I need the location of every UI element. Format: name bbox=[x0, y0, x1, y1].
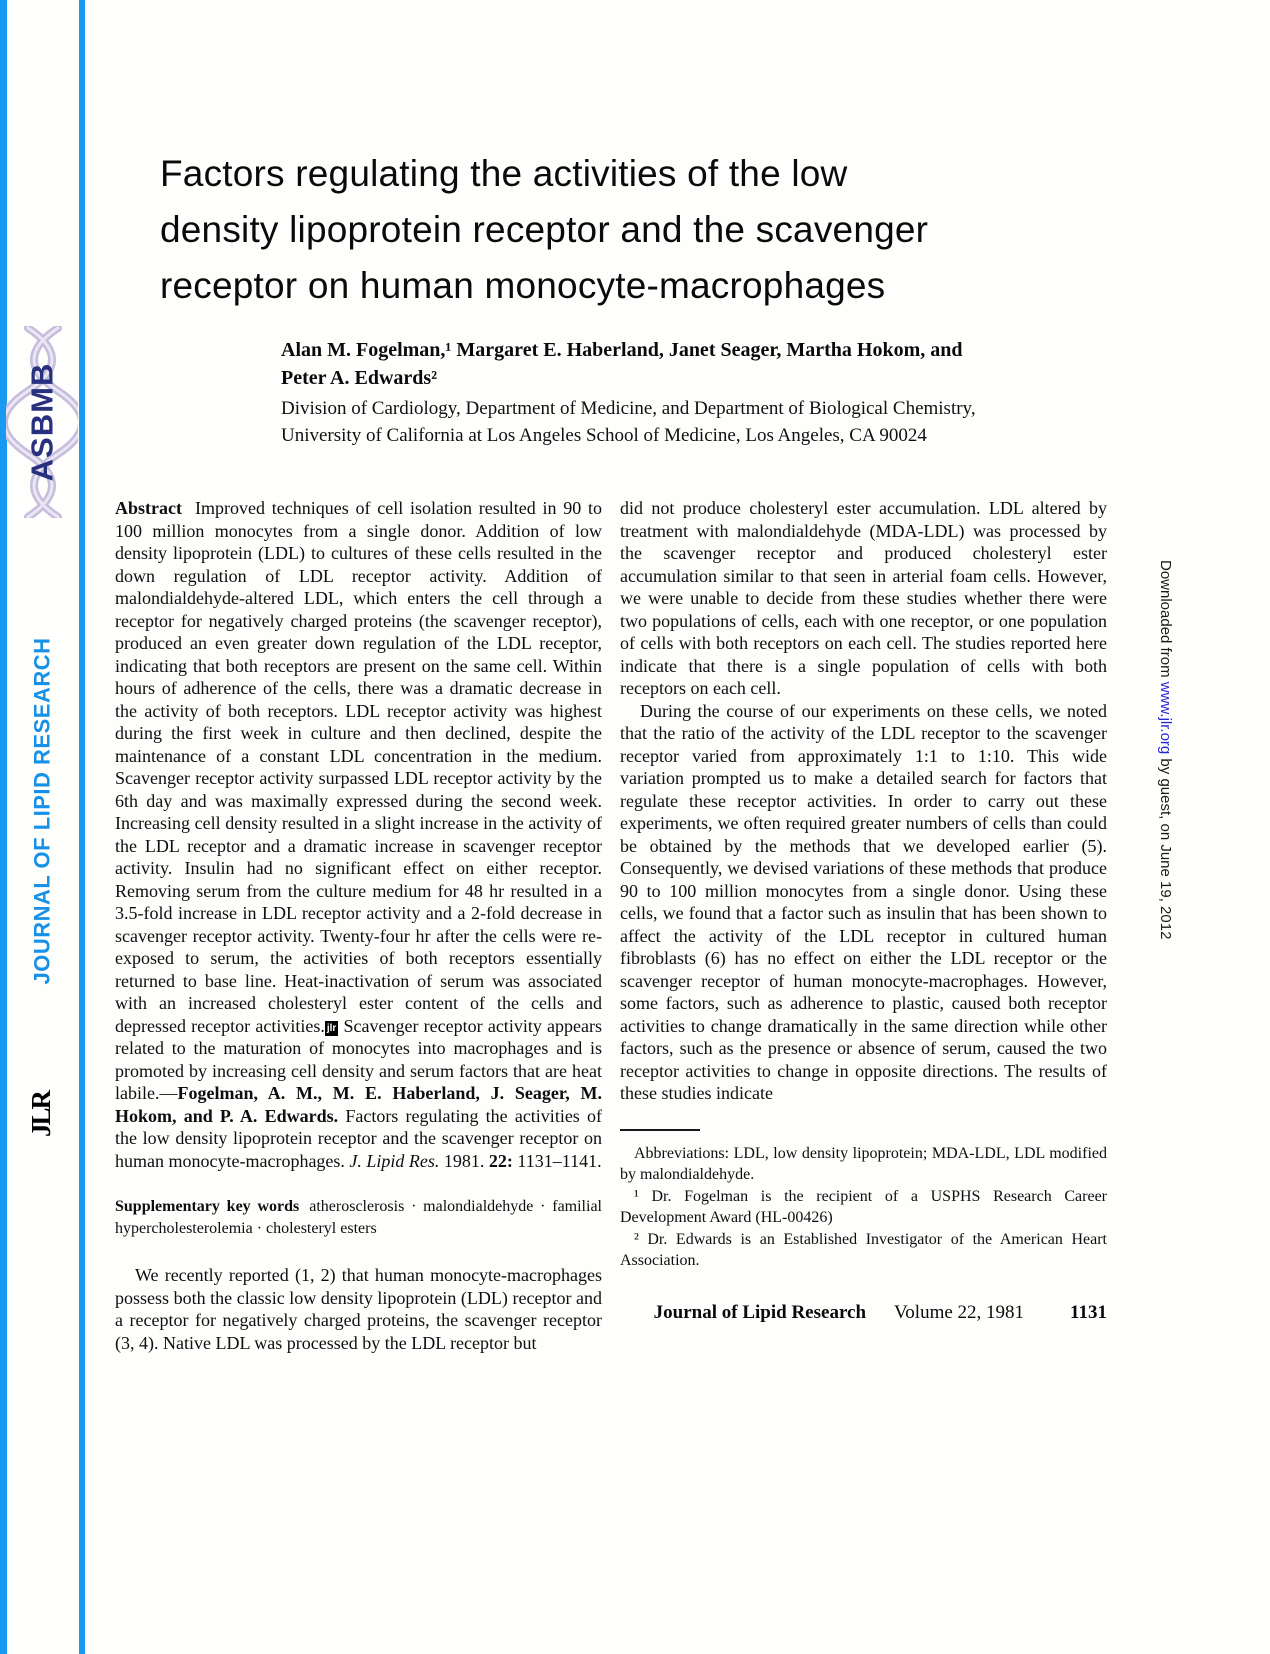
article-title bbox=[160, 146, 928, 314]
citation-journal: J. Lipid Res. bbox=[349, 1150, 440, 1171]
download-watermark bbox=[1146, 560, 1174, 1060]
jlr-monogram-label: JLR bbox=[26, 1091, 57, 1137]
footnote-divider bbox=[620, 1129, 700, 1131]
asbmb-logo bbox=[6, 326, 78, 518]
watermark-text-pre: Downloaded from bbox=[1157, 560, 1174, 682]
footer-volume: Volume 22, 1981 bbox=[894, 1301, 1025, 1323]
affiliation bbox=[281, 395, 976, 449]
journal-wordmark-label: JOURNAL OF LIPID RESEARCH bbox=[29, 637, 55, 985]
jlr-monogram-icon bbox=[6, 1078, 78, 1150]
authors-line-2: Peter A. Edwards² bbox=[281, 367, 438, 389]
supplementary-keywords bbox=[115, 1196, 602, 1240]
supplementary-keywords-label: Supplementary key words bbox=[115, 1198, 300, 1215]
asbmb-wordmark: ASBMB bbox=[24, 362, 60, 482]
page-footer bbox=[620, 1302, 1107, 1325]
abstract-paragraph bbox=[115, 497, 602, 1172]
intro-paragraph: We recently reported (1, 2) that human monocyte-macrophages possess both the classic low density lipoprotein (LDL) receptor and a receptor for negatively charged proteins, the scavenger receptor (3, 4). Native LDL was processed by the LDL receptor but bbox=[115, 1265, 602, 1353]
jlr-org-link[interactable]: www.jlr.org bbox=[1157, 681, 1174, 755]
citation-authors: Fogelman, A. M., M. E. Haberland, J. Seager, M. Hokom, and P. A. Edwards. bbox=[115, 1083, 602, 1126]
article-title-line-2: density lipoprotein receptor and the scavenger bbox=[160, 209, 929, 250]
citation-title: Factors regulating the activities of the low density lipoprotein receptor and the scavenger receptor on human monocyte-macrophages. bbox=[115, 1105, 602, 1171]
footnotes bbox=[620, 1143, 1107, 1272]
body-paragraph-1: did not produce cholesteryl ester accumulation. LDL altered by treatment with malondialdehyde (MDA-LDL) was processed by the scavenger receptor and produced cholesteryl ester accumulation similar to that seen in arterial foam cells. However, we were unable to decide from these studies whether there were two populations of cells, each with one receptor, or one population of cells with both receptors on each cell. The studies reported here indicate that there is a single population of cells with both receptors on each cell. bbox=[620, 498, 1107, 698]
left-column bbox=[115, 497, 602, 1354]
authors-line-1: Alan M. Fogelman,¹ Margaret E. Haberland, Janet Seager, Martha Hokom, and bbox=[281, 339, 963, 361]
affiliation-line-2: University of California at Los Angeles School of Medicine, Los Angeles, CA 90024 bbox=[281, 425, 927, 446]
journal-wordmark bbox=[6, 610, 78, 1012]
footer-page-number: 1131 bbox=[1070, 1301, 1107, 1323]
affiliation-line-1: Division of Cardiology, Department of Medicine, and Department of Biological Chemistry, bbox=[281, 398, 976, 419]
footnote-2: ² Dr. Edwards is an Established Investigator of the American Heart Association. bbox=[620, 1230, 1107, 1269]
citation-year: 1981. bbox=[439, 1150, 489, 1171]
right-column bbox=[620, 497, 1107, 1324]
authors bbox=[281, 336, 963, 392]
watermark-text-post: by guest, on June 19, 2012 bbox=[1157, 754, 1174, 940]
footnote-abbreviations: Abbreviations: LDL, low density lipoprotein; MDA-LDL, LDL modified by malondialdehyde. bbox=[620, 1144, 1107, 1183]
footer-journal-name: Journal of Lipid Research bbox=[653, 1301, 867, 1323]
abstract-body-2: Scavenger receptor activity appears related to the maturation of monocytes into macrophages and is promoted by increasing cell density and serum factors that are heat labile.— bbox=[115, 1015, 602, 1103]
supplementary-keywords-text: atherosclerosis · malondialdehyde · familial hypercholesterolemia · cholesteryl esters bbox=[115, 1198, 602, 1237]
sidebar-right-rule bbox=[79, 0, 85, 1654]
abstract-body: Improved techniques of cell isolation resulted in 90 to 100 million monocytes from a single donor. Addition of low density lipoprotein (LDL) to cultures of these cells resulted in the down regulation of LDL receptor activity. Addition of malondialdehyde-altered LDL, which enters the cell through a receptor for negatively charged proteins (the scavenger receptor), produced an even greater down regulation of the LDL receptor, indicating that both receptors are present on the same cell. Within hours of adherence of the cells, there was a dramatic decrease in the activity of both receptors. LDL receptor activity was highest during the first week in culture and then declined, despite the maintenance of a constant LDL concentration in the medium. Scavenger receptor activity surpassed LDL receptor activity by the 6th day and was maximally expressed during the second week. Increasing cell density resulted in a slight increase in the activity of the LDL receptor and a dramatic increase in scavenger receptor activity. Insulin had no significant effect on either receptor. Removing serum from the culture medium for 48 hr resulted in a 3.5-fold increase in LDL receptor activity and a 2-fold decrease in scavenger receptor activity. Twenty-four hr after the cells were re-exposed to serum, the activities of both receptors essentially returned to base line. Heat-inactivation of serum was associated with an increased cholesteryl ester content of the cells and depressed receptor activities. bbox=[115, 498, 602, 1036]
article-title-line-3: receptor on human monocyte-macrophages bbox=[160, 265, 886, 306]
body-paragraph-2: During the course of our experiments on these cells, we noted that the ratio of the activity of the LDL receptor to the scavenger receptor varied from approximately 1:1 to 1:10. This wide variation prompted us to make a detailed search for factors that regulate these receptor activities. In order to carry out these experiments, we often required greater numbers of cells than could be obtained by the methods that we developed earlier (5). Consequently, we devised variations of these methods that produce 90 to 100 million monocytes from a single donor. Using these cells, we found that a factor such as insulin that has been shown to affect the activity of the LDL receptor in cultured human fibroblasts (6) has no effect on either the LDL receptor or the scavenger receptor of human monocyte-macrophages. However, some factors, such as adherence to plastic, caused both receptor activities to change dramatically in the same direction while other factors, such as the presence or absence of serum, caused the two receptor activities to change in opposite directions. The results of these studies indicate bbox=[620, 700, 1107, 1103]
abstract-label: Abstract bbox=[115, 498, 182, 518]
jlr-inline-logo-icon: jlr bbox=[326, 1022, 337, 1034]
article-title-line-1: Factors regulating the activities of the low bbox=[160, 153, 848, 194]
footnote-1: ¹ Dr. Fogelman is the recipient of a USPHS Research Career Development Award (HL-00426) bbox=[620, 1187, 1107, 1226]
citation-pages: 1131–1141. bbox=[512, 1150, 602, 1171]
citation-volume: 22: bbox=[488, 1150, 513, 1171]
